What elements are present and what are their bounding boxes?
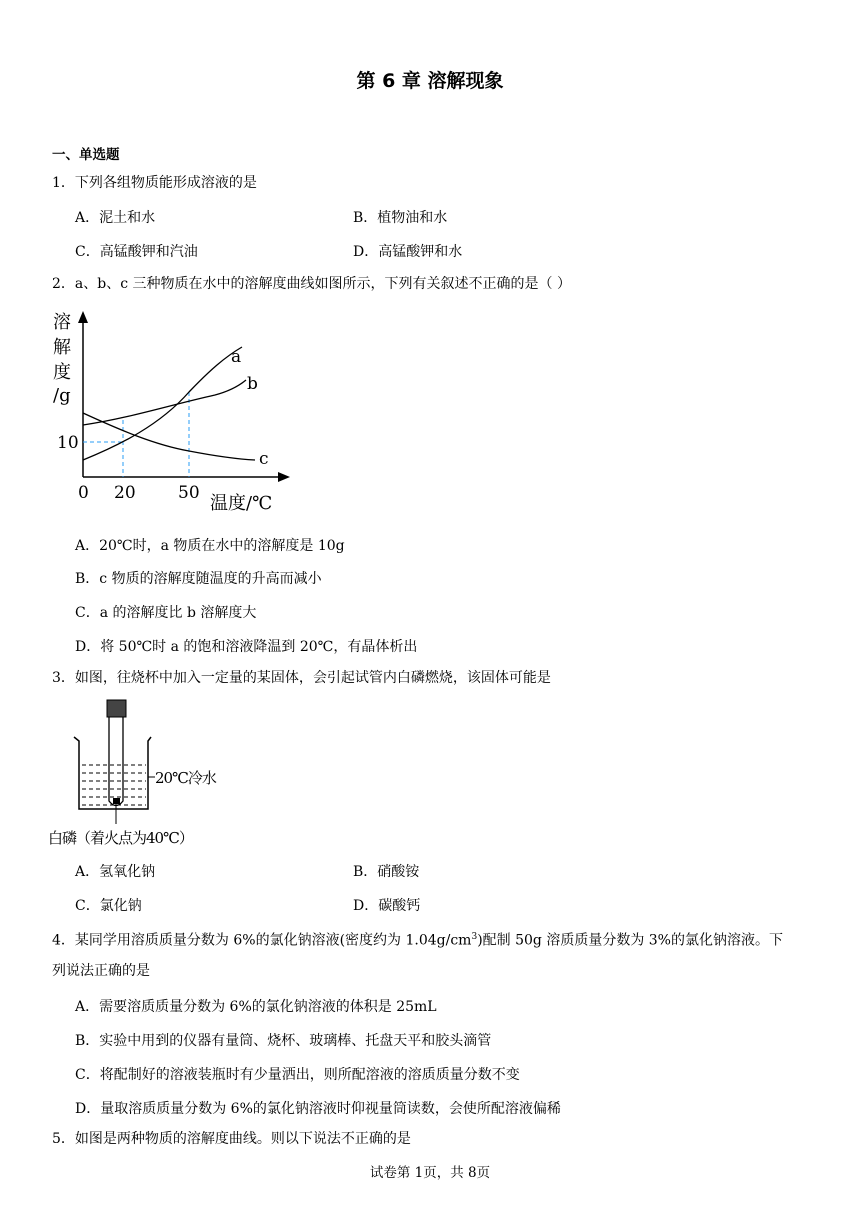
q3-beaker-figure	[48, 697, 238, 849]
x-tick-20: 20	[114, 483, 136, 503]
q2-option-a[interactable]: A．20℃时，a 物质在水中的溶解度是 10g	[75, 538, 345, 554]
curve-b	[83, 380, 246, 425]
x-tick-0: 0	[78, 483, 89, 503]
page-title: 第 6 章 溶解现象	[356, 70, 504, 92]
y-label-3: 度	[53, 362, 71, 383]
q2-stem: 2．a、b、c 三种物质在水中的溶解度曲线如图所示，下列有关叙述不正确的是（ ）	[52, 276, 571, 292]
q4-stem-sup: 3	[471, 932, 478, 942]
page-footer: 试卷第 1页，共 8页	[369, 1165, 491, 1181]
q4-option-c[interactable]: C．将配制好的溶液装瓶时有少量洒出，则所配溶液的溶质质量分数不变	[75, 1067, 520, 1083]
q4-stem-part1: 4．某同学用溶质质量分数为 6%的氯化钠溶液(密度约为 1.04g/cm	[52, 932, 472, 949]
q5-stem: 5．如图是两种物质的溶解度曲线。则以下说法不正确的是	[52, 1131, 411, 1147]
q3-option-d[interactable]: D．碳酸钙	[353, 898, 421, 914]
section-heading: 一、单选题	[52, 147, 120, 163]
q4-option-d[interactable]: D．量取溶质质量分数为 6%的氯化钠溶液时仰视量筒读数，会使所配溶液偏稀	[75, 1101, 561, 1117]
y-tick-10: 10	[57, 433, 79, 453]
q2-option-b[interactable]: B．c 物质的溶解度随温度的升高而减小	[75, 571, 322, 587]
test-tube	[109, 717, 123, 806]
q1-option-c[interactable]: C．高锰酸钾和汽油	[75, 244, 198, 260]
curve-b-label: b	[247, 374, 258, 394]
test-tube-stopper	[107, 700, 126, 717]
x-axis-label: 温度/℃	[210, 493, 273, 514]
water-label: 20℃冷水	[155, 769, 216, 787]
q4-stem-line1	[52, 928, 783, 950]
curve-a-label: a	[231, 347, 242, 367]
curve-c-label: c	[259, 449, 269, 469]
q4-stem-line2: 列说法正确的是	[52, 963, 150, 979]
q1-option-d[interactable]: D．高锰酸钾和水	[353, 244, 463, 260]
x-axis-arrow	[278, 472, 290, 482]
q2-option-c[interactable]: C．a 的溶解度比 b 溶解度大	[75, 605, 257, 621]
y-label-4: /g	[53, 385, 71, 406]
q4-option-a[interactable]: A．需要溶质质量分数为 6%的氯化钠溶液的体积是 25mL	[75, 999, 437, 1015]
q2-option-d[interactable]: D．将 50℃时 a 的饱和溶液降温到 20℃，有晶体析出	[75, 639, 418, 655]
phosphorus-label: 白磷（着火点为40℃）	[48, 829, 193, 847]
curve-a	[83, 347, 242, 460]
q3-option-c[interactable]: C．氯化钠	[75, 898, 142, 914]
q4-stem-part2: )配制 50g 溶质质量分数为 3%的氯化钠溶液。下	[477, 932, 783, 949]
white-phosphorus	[113, 798, 120, 804]
q4-option-b[interactable]: B．实验中用到的仪器有量筒、烧杯、玻璃棒、托盘天平和胶头滴管	[75, 1033, 492, 1049]
q2-solubility-figure	[50, 305, 310, 520]
y-axis-arrow	[78, 311, 88, 323]
q3-option-a[interactable]: A．氢氧化钠	[75, 864, 156, 880]
q3-option-b[interactable]: B．硝酸铵	[353, 864, 420, 880]
y-label-2: 解	[53, 337, 71, 358]
q1-option-b[interactable]: B．植物油和水	[353, 210, 448, 226]
q1-stem: 1．下列各组物质能形成溶液的是	[52, 175, 257, 191]
x-tick-50: 50	[178, 483, 200, 503]
q3-stem: 3．如图，往烧杯中加入一定量的某固体，会引起试管内白磷燃烧，该固体可能是	[52, 670, 551, 686]
y-label-1: 溶	[53, 312, 71, 333]
q1-option-a[interactable]: A．泥土和水	[75, 210, 156, 226]
